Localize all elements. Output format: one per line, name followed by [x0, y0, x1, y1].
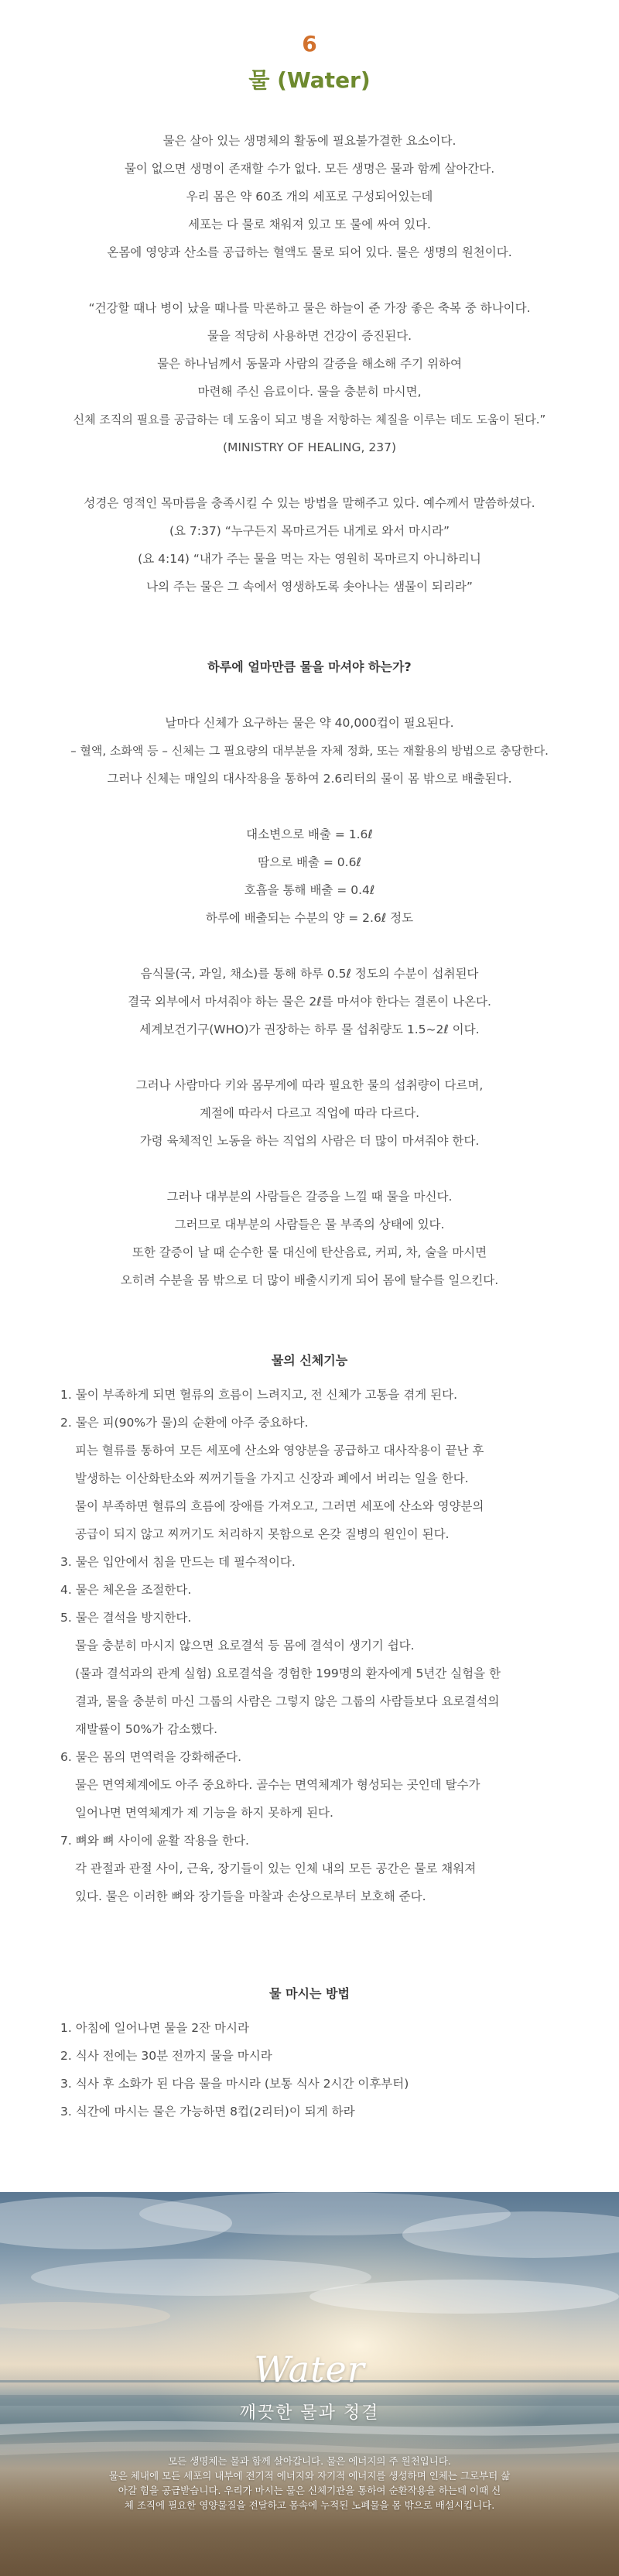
excretion-line: 대소변으로 배출 = 1.6ℓ: [246, 827, 373, 841]
daily-line: 오히려 수분을 몸 밖으로 더 많이 배출시키게 되어 몸에 탈수를 일으킨다.: [120, 1273, 499, 1287]
banner-description: [70, 2454, 549, 2513]
intro-line: 물은 살아 있는 생명체의 활동에 필요불가결한 요소이다.: [162, 134, 457, 148]
daily-line: 또한 갈증이 날 때 순수한 물 대신에 탄산음료, 커피, 차, 술을 마시면: [132, 1245, 487, 1259]
list-item: 1. 물이 부족하게 되면 혈류의 흐름이 느려지고, 전 신체가 고통을 겪게 된다.: [60, 1388, 458, 1402]
daily-line: 가령 육체적인 노동을 하는 직업의 사람은 더 많이 마셔줘야 한다.: [139, 1134, 480, 1148]
list-item-detail: 각 관절과 관절 사이, 근육, 장기들이 있는 인체 내의 모든 공간은 물로 채워져: [75, 1862, 477, 1875]
list-item-detail: 발생하는 이산화탄소와 찌꺼기들을 가지고 신장과 폐에서 버리는 일을 한다.: [75, 1471, 469, 1485]
daily-line: 세계보건기구(WHO)가 권장하는 하루 물 섭취량도 1.5~2ℓ 이다.: [139, 1023, 480, 1036]
banner-line: 모든 생명체는 물과 함께 살아갑니다. 물은 에너지의 주 원천입니다.: [168, 2455, 451, 2467]
quote-line: 마련해 주신 음료이다. 물을 충분히 마시면,: [197, 385, 422, 399]
list-item-detail: 물을 충분히 마시지 않으면 요로결석 등 몸에 결석이 생기기 쉽다.: [75, 1639, 415, 1653]
list-item-detail: 피는 혈류를 통하여 모든 세포에 산소와 영양분을 공급하고 대사작용이 끝난 후: [75, 1444, 484, 1458]
list-item-detail: 일어나면 면역체계가 제 기능을 하지 못하게 된다.: [75, 1806, 333, 1820]
daily-line: 그러나 대부분의 사람들은 갈증을 느낄 때 물을 마신다.: [166, 1190, 453, 1204]
daily-line: 날마다 신체가 요구하는 물은 약 40,000컵이 필요된다.: [165, 716, 454, 730]
excretion-list: [0, 820, 619, 932]
method-list: [60, 2014, 571, 2126]
excretion-total: 하루에 배출되는 수분의 양 = 2.6ℓ 정도: [205, 911, 414, 925]
daily-line: 그러므로 대부분의 사람들은 물 부족의 상태에 있다.: [174, 1218, 445, 1231]
list-item-detail: 재발률이 50%가 감소했다.: [75, 1722, 217, 1736]
intro-line: 세포는 다 물로 채워져 있고 또 물에 싸여 있다.: [188, 218, 431, 231]
excretion-line: 호흡을 통해 배출 = 0.4ℓ: [244, 883, 375, 897]
section-heading-daily-intake: 하루에 얼마만큼 물을 마셔야 하는가?: [207, 659, 412, 674]
daily-line: 음식물(국, 과일, 채소)를 통해 하루 0.5ℓ 정도의 수분이 섭취된다: [140, 967, 479, 981]
scripture-line: 나의 주는 물은 그 속에서 영생하도록 솟아나는 샘물이 되리라”: [146, 580, 473, 594]
scripture-line: (요 4:14) “내가 주는 물을 먹는 자는 영원히 목마르지 아니하리니: [138, 552, 481, 566]
quote-line: 물을 적당히 사용하면 건강이 증진된다.: [207, 329, 412, 343]
section-heading-body-functions: 물의 신체기능: [271, 1353, 348, 1368]
list-item-detail: 결과, 물을 충분히 마신 그룹의 사람은 그렇지 않은 그룹의 사람들보다 요로결석의: [75, 1694, 500, 1708]
list-item-detail: (물과 결석과의 관계 실험) 요로결석을 경험한 199명의 환자에게 5년간 실험을 한: [75, 1667, 501, 1680]
intro-line: 물이 없으면 생명이 존재할 수가 없다. 모든 생명은 물과 함께 살아간다.: [124, 162, 495, 176]
list-item-detail: 물이 부족하면 혈류의 흐름에 장애를 가져오고, 그러면 세포에 산소와 영양분의: [75, 1499, 484, 1513]
list-item: 3. 식사 후 소화가 된 다음 물을 마시라 (보통 식사 2시간 이후부터): [60, 2077, 409, 2091]
daily-line: 그러나 신체는 매일의 대사작용을 통하여 2.6리터의 물이 몸 밖으로 배출된다.: [107, 772, 512, 786]
daily-paragraph-4: [0, 1183, 619, 1294]
quote-line: 신체 조직의 필요를 공급하는 데 도움이 되고 병을 저항하는 체질을 이루는 데도 도움이 된다.”: [73, 413, 546, 426]
banner-line: 물은 체내에 모든 세포의 내부에 전기적 에너지와 자기적 에너지를 생성하며 인체는 그로부터 삶: [108, 2470, 511, 2482]
list-item: 7. 뼈와 뼈 사이에 윤활 작용을 한다.: [60, 1834, 249, 1848]
daily-line: 그러나 사람마다 키와 몸무게에 따라 필요한 물의 섭취량이 다르며,: [135, 1078, 484, 1092]
list-item: 4. 물은 체온을 조절한다.: [60, 1583, 192, 1597]
intro-line: 온몸에 영양과 산소를 공급하는 혈액도 물로 되어 있다. 물은 생명의 원천이다.: [107, 245, 512, 259]
list-item: 2. 식사 전에는 30분 전까지 물을 마시라: [60, 2049, 272, 2063]
section-heading-drinking-method: 물 마시는 방법: [269, 1986, 350, 2001]
daily-line: 계절에 따라서 다르고 직업에 따라 다르다.: [199, 1106, 420, 1120]
list-item: 3. 물은 입안에서 침을 만드는 데 필수적이다.: [60, 1555, 296, 1569]
page-title: 물 (Water): [248, 67, 371, 93]
scripture-paragraph: [0, 489, 619, 601]
banner-title: Water: [254, 2348, 365, 2390]
scripture-line: (요 7:37) “누구든지 목마르거든 내게로 와서 마시라”: [169, 524, 450, 538]
list-item-detail: 공급이 되지 않고 찌꺼기도 처리하지 못함으로 온갖 질병의 원인이 된다.: [75, 1527, 450, 1541]
list-item-detail: 있다. 물은 이러한 뼈와 장기들을 마찰과 손상으로부터 보호해 준다.: [75, 1889, 426, 1903]
banner-subtitle: 깨끗한 물과 청결: [239, 2403, 380, 2423]
quote-line: “건강할 때나 병이 났을 때나를 막론하고 물은 하늘이 준 가장 좋은 축복 중 하나이다.: [88, 301, 531, 315]
scripture-line: 성경은 영적인 목마름을 충족시킬 수 있는 방법을 말해주고 있다. 예수께서 말씀하셨다.: [84, 496, 535, 510]
quote-line: 물은 하나님께서 동물과 사람의 갈증을 해소해 주기 위하여: [157, 357, 462, 371]
quote-source: (MINISTRY OF HEALING, 237): [222, 440, 397, 454]
list-item: 5. 물은 결석을 방지한다.: [60, 1611, 192, 1625]
daily-line: 결국 외부에서 마셔줘야 하는 물은 2ℓ를 마셔야 한다는 결론이 나온다.: [128, 995, 491, 1009]
chapter-number: 6: [302, 31, 317, 57]
daily-line: – 혈액, 소화액 등 – 신체는 그 필요량의 대부분을 자체 정화, 또는 재활용의 방법으로 충당한다.: [70, 744, 549, 758]
daily-paragraph-1: [0, 709, 619, 793]
banner-line: 아갈 힘을 공급받습니다. 우리가 마시는 물은 신체기관을 통하여 순환작용을 하는데 이때 신: [118, 2485, 501, 2496]
list-item: 3. 식간에 마시는 물은 가능하면 8컵(2리터)이 되게 하라: [60, 2105, 355, 2119]
intro-paragraph: [0, 127, 619, 266]
list-item: 6. 물은 몸의 면역력을 강화해준다.: [60, 1750, 242, 1764]
functions-list: [60, 1381, 571, 1910]
list-item: 2. 물은 피(90%가 물)의 순환에 아주 중요하다.: [60, 1416, 309, 1430]
daily-paragraph-2: [0, 960, 619, 1043]
list-item: 1. 아침에 일어나면 물을 2잔 마시라: [60, 2021, 249, 2035]
list-item-detail: 물은 면역체계에도 아주 중요하다. 골수는 면역체계가 형성되는 곳인데 탈수가: [75, 1778, 480, 1792]
banner-line: 체 조직에 필요한 영양물질을 전달하고 몸속에 누적된 노폐물을 몸 밖으로 배설시킵니다.: [124, 2499, 495, 2511]
intro-line: 우리 몸은 약 60조 개의 세포로 구성되어있는데: [186, 190, 433, 204]
beach-banner: [0, 2192, 619, 2576]
quote-paragraph: [0, 294, 619, 461]
excretion-line: 땀으로 배출 = 0.6ℓ: [258, 855, 361, 869]
daily-paragraph-3: [0, 1071, 619, 1155]
